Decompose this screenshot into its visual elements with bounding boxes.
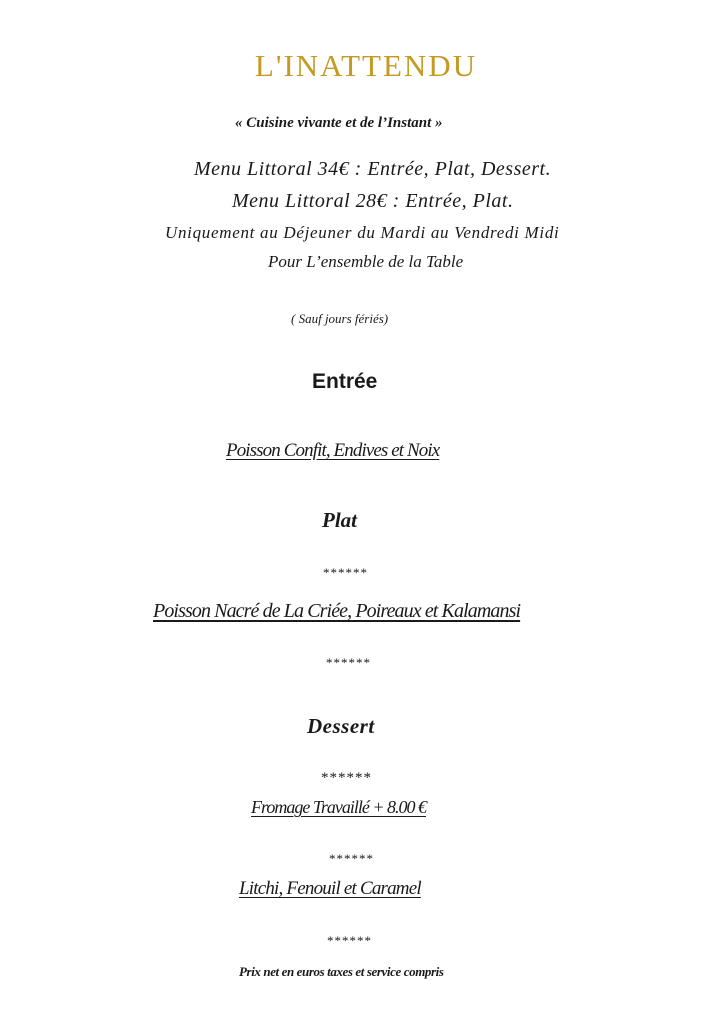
holiday-exception-note: ( Sauf jours fériés) — [291, 311, 389, 326]
price-note-footer: Prix net en euros taxes et service compris — [239, 964, 444, 979]
menu-offer-three-courses: Menu Littoral 34€ : Entrée, Plat, Dessert. — [194, 158, 552, 180]
separator: ****** — [326, 655, 371, 670]
menu-offer-two-courses: Menu Littoral 28€ : Entrée, Plat. — [232, 190, 514, 212]
section-heading-dessert: Dessert — [307, 714, 375, 738]
section-heading-entree: Entrée — [312, 370, 378, 393]
dish-dessert: Litchi, Fenouil et Caramel — [239, 878, 421, 899]
dish-cheese-supplement: Fromage Travaillé + 8.00 € — [251, 797, 426, 817]
separator: ****** — [323, 565, 368, 580]
separator: ****** — [321, 770, 372, 786]
whole-table-note: Pour L’ensemble de la Table — [268, 252, 464, 271]
separator: ****** — [327, 933, 372, 948]
availability-note: Uniquement au Déjeuner du Mardi au Vendredi Midi — [165, 223, 560, 242]
dish-entree: Poisson Confit, Endives et Noix — [226, 440, 440, 461]
section-heading-plat: Plat — [322, 508, 357, 532]
dish-plat: Poisson Nacré de La Criée, Poireaux et Kalamansi — [153, 600, 521, 622]
restaurant-title: L'INATTENDU — [254, 48, 478, 83]
tagline: « Cuisine vivante et de l’Instant » — [235, 115, 443, 131]
separator: ****** — [329, 851, 374, 866]
